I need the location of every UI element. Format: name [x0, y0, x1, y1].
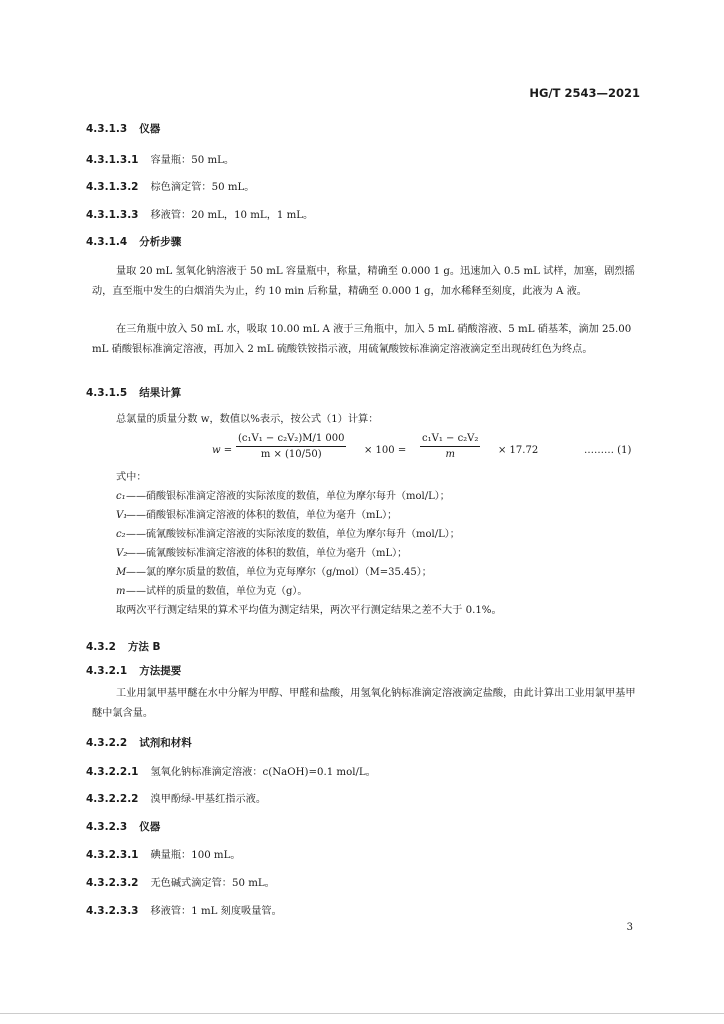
paragraph-principle: 工业用氯甲基甲醚在水中分解为甲醇、甲醛和盐酸，用氢氧化钠标准滴定溶液滴定盐酸，由此计算出工业用氯甲基甲醚中氯含量。	[92, 688, 636, 719]
formula-fraction-1	[236, 433, 346, 460]
formula-mid: × 100 =	[364, 445, 407, 456]
formula-lhs: w =	[212, 445, 233, 456]
fraction-1-numerator: (c₁V₁ − c₂V₂)M/1 000	[236, 433, 346, 447]
var-v2: V₂——硫氰酸铵标准滴定溶液的体积的数值，单位为毫升（mL）；	[116, 548, 408, 559]
standard-code: HG/T 2543—2021	[529, 86, 640, 100]
section-4-3-2-3: 4.3.2.3 仪器	[86, 821, 161, 833]
var-M: M——氯的摩尔质量的数值，单位为克每摩尔（g/mol）（M=35.45）；	[116, 567, 432, 578]
section-4-3-1-3: 4.3.1.3 仪器	[86, 123, 161, 135]
clause-4-3-2-2-2: 4.3.2.2.2 溴甲酚绿-甲基红指示液。	[86, 793, 267, 805]
formula-1	[212, 433, 642, 473]
section-4-3-2-2: 4.3.2.2 试剂和材料	[86, 737, 192, 749]
var-v1: V₁——硝酸银标准滴定溶液的体积的数值，单位为毫升（mL）；	[116, 510, 398, 521]
var-c2: c₂——硫氰酸铵标准滴定溶液的实际浓度的数值，单位为摩尔每升（mol/L）；	[116, 529, 460, 540]
formula-tail: × 17.72	[498, 445, 539, 456]
section-4-3-1-5: 4.3.1.5 结果计算	[86, 387, 182, 399]
where-label: 式中：	[116, 472, 147, 483]
clause-4-3-1-3-3: 4.3.1.3.3 移液管：20 mL，10 mL，1 mL。	[86, 209, 314, 221]
formula-fraction-2	[420, 433, 480, 460]
paragraph-procedure-1: 量取 20 mL 氢氧化钠溶液于 50 mL 容量瓶中，称量，精确至 0.000 1 g。迅速加入 0.5 mL 试样，加塞，剧烈摇动，直至瓶中发生的白烟消失为止，约 10 min 后称量，精确至 0.000 1 g，加水稀释至刻度，此液为 A 液。	[92, 266, 635, 297]
section-4-3-2-1: 4.3.2.1 方法提要	[86, 665, 182, 677]
var-m: m——试样的质量的数值，单位为克（g）。	[116, 586, 308, 597]
var-c1: c₁——硝酸银标准滴定溶液的实际浓度的数值，单位为摩尔每升（mol/L）；	[116, 491, 450, 502]
fraction-2-numerator: c₁V₁ − c₂V₂	[420, 433, 480, 447]
clause-4-3-2-2-1: 4.3.2.2.1 氢氧化钠标准滴定溶液：c(NaOH)=0.1 mol/L。	[86, 766, 376, 778]
section-4-3-1-4: 4.3.1.4 分析步骤	[86, 236, 182, 248]
clause-4-3-2-3-1: 4.3.2.3.1 碘量瓶：100 mL。	[86, 849, 241, 861]
bottom-rule	[0, 1013, 724, 1014]
paragraph-procedure-2: 在三角瓶中放入 50 mL 水，吸取 10.00 mL A 液于三角瓶中，加入 5 mL 硝酸溶液、5 mL 硝基苯，滴加 25.00 mL 硝酸银标准滴定溶液，再加入 2 mL 硫酸铁铵指示液，用硫氰酸铵标准滴定溶液滴定至出现砖红色为终点。	[92, 324, 632, 355]
clause-4-3-2-3-2: 4.3.2.3.2 无色碱式滴定管：50 mL。	[86, 877, 275, 889]
fraction-2-denominator: m	[445, 449, 455, 460]
section-4-3-2: 4.3.2 方法 B	[86, 641, 161, 653]
result-note: 取两次平行测定结果的算术平均值为测定结果，两次平行测定结果之差不大于 0.1%。	[116, 605, 502, 616]
clause-4-3-1-3-1: 4.3.1.3.1 容量瓶：50 mL。	[86, 154, 235, 166]
fraction-1-denominator: m × (10/50)	[260, 449, 322, 460]
page-number: 3	[626, 922, 633, 933]
formula-label: ……… (1)	[584, 445, 632, 456]
clause-4-3-2-3-3: 4.3.2.3.3 移液管：1 mL 刻度吸量管。	[86, 905, 282, 917]
calc-intro: 总氯量的质量分数 w，数值以%表示，按公式（1）计算：	[116, 414, 379, 425]
clause-4-3-1-3-2: 4.3.1.3.2 棕色滴定管：50 mL。	[86, 181, 255, 193]
